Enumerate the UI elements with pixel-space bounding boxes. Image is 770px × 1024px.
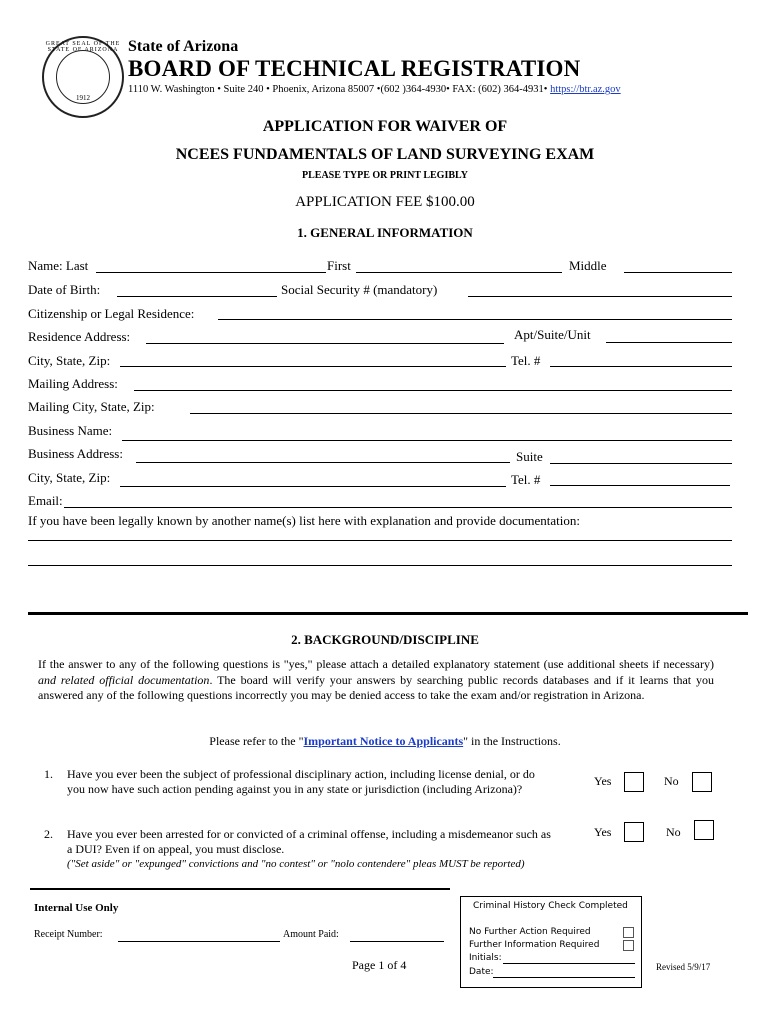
revised-date: Revised 5/9/17: [656, 962, 711, 972]
print-instruction: PLEASE TYPE OR PRINT LEGIBLY: [302, 170, 468, 181]
dob-field[interactable]: [117, 296, 277, 297]
seal-ring-text: GREAT SEAL OF THE STATE OF ARIZONA: [45, 41, 121, 53]
business-city-label: City, State, Zip:: [28, 470, 111, 485]
question-1-yes-label: Yes: [594, 774, 612, 788]
tel-field[interactable]: [550, 366, 732, 367]
business-tel-label: Tel. #: [511, 472, 541, 487]
further-info-label: Further Information Required: [469, 940, 600, 950]
question-2-no-label: No: [666, 825, 681, 839]
question-2-note: ("Set aside" or "expunged" convictions and "no contest" or "nolo contendere" pleas MUST be reported): [67, 858, 525, 870]
intro-part-b: and related official documentation: [38, 672, 210, 687]
form-title-line2: NCEES FUNDAMENTALS OF LAND SURVEYING EXAM: [175, 146, 595, 163]
ssn-field[interactable]: [468, 296, 732, 297]
no-further-checkbox[interactable]: [623, 927, 634, 938]
notice-pre: Please refer to the ": [209, 734, 304, 748]
dob-label: Date of Birth:: [28, 282, 101, 297]
last-name-label: Name: Last: [28, 258, 89, 273]
question-1-no-checkbox[interactable]: [692, 772, 712, 792]
question-2-yes-checkbox[interactable]: [624, 822, 644, 842]
seal-year: 1912: [76, 94, 90, 102]
other-names-line-1[interactable]: [28, 540, 732, 541]
state-name: State of Arizona: [128, 38, 239, 55]
amount-paid-label: Amount Paid:: [283, 929, 339, 940]
mailing-city-label: Mailing City, State, Zip:: [28, 399, 155, 414]
board-address: [128, 84, 621, 95]
business-name-label: Business Name:: [28, 423, 113, 438]
form-title-line1: APPLICATION FOR WAIVER OF: [262, 118, 508, 135]
date-field[interactable]: [493, 977, 635, 978]
section1-heading: 1. GENERAL INFORMATION: [297, 225, 473, 240]
last-name-field[interactable]: [96, 272, 326, 273]
question-2-number: 2.: [44, 827, 53, 841]
residence-address-field[interactable]: [146, 343, 504, 344]
email-field[interactable]: [64, 507, 732, 508]
criminal-history-box: [460, 896, 642, 988]
initials-label: Initials:: [469, 953, 502, 963]
first-name-field[interactable]: [356, 272, 562, 273]
section-divider: [28, 612, 748, 615]
date-label: Date:: [469, 967, 494, 977]
mailing-address-label: Mailing Address:: [28, 376, 118, 391]
intro-part-a: If the answer to any of the following questions is "yes," please attach a detailed explanatory statement (use additional sheets if necessary): [38, 657, 714, 671]
question-2-yes-label: Yes: [594, 825, 612, 839]
footer-divider: [30, 888, 450, 890]
citizenship-field[interactable]: [218, 319, 732, 320]
citizenship-label: Citizenship or Legal Residence:: [28, 306, 195, 321]
board-name: BOARD OF TECHNICAL REGISTRATION: [128, 56, 581, 81]
middle-name-label: Middle: [569, 258, 607, 273]
question-1-number: 1.: [44, 767, 53, 781]
address-text: 1110 W. Washington • Suite 240 • Phoenix, Arizona 85007 •(602 )364-4930• FAX: (602) 364-4931•: [128, 84, 548, 95]
website-link[interactable]: https://btr.az.gov: [550, 84, 621, 95]
middle-name-field[interactable]: [624, 272, 732, 273]
important-notice: [0, 734, 770, 749]
business-name-field[interactable]: [122, 440, 732, 441]
apt-field[interactable]: [606, 342, 732, 343]
suite-label: Suite: [516, 449, 543, 464]
other-names-line-2[interactable]: [28, 565, 732, 566]
apt-label: Apt/Suite/Unit: [514, 327, 591, 342]
receipt-number-label: Receipt Number:: [34, 929, 103, 940]
important-notice-link[interactable]: Important Notice to Applicants: [303, 734, 464, 748]
other-names-label: If you have been legally known by another name(s) list here with explanation and provide documentation:: [28, 513, 580, 528]
internal-use-label: Internal Use Only: [34, 902, 119, 914]
suite-field[interactable]: [550, 463, 732, 464]
background-intro: [38, 657, 714, 704]
no-further-label: No Further Action Required: [469, 927, 591, 937]
question-1-yes-checkbox[interactable]: [624, 772, 644, 792]
amount-paid-field[interactable]: [350, 941, 444, 942]
intro-part-c: . The board will verify your answers by searching public records databases and if it learns that you answered any of the following questions incorrectly you may be denied access to take the exam and/or registration in Arizona.: [38, 672, 714, 702]
page-number: Page 1 of 4: [352, 958, 407, 972]
mailing-address-field[interactable]: [134, 390, 732, 391]
question-1-no-label: No: [664, 774, 679, 788]
tel-label: Tel. #: [511, 353, 541, 368]
city-state-zip-label: City, State, Zip:: [28, 353, 111, 368]
criminal-box-title: Criminal History Check Completed: [473, 901, 628, 911]
question-2-text: Have you ever been arrested for or convicted of a criminal offense, including a misdemeanor such as a DUI? Even if on appeal, you must disclose.: [67, 827, 551, 856]
further-info-checkbox[interactable]: [623, 940, 634, 951]
receipt-number-field[interactable]: [118, 941, 280, 942]
business-city-field[interactable]: [120, 486, 506, 487]
question-2-no-checkbox[interactable]: [694, 820, 714, 840]
city-state-zip-field[interactable]: [120, 366, 506, 367]
first-name-label: First: [327, 258, 351, 273]
question-1-text: Have you ever been the subject of professional disciplinary action, including license denial, or do you now have such action pending against you in any state or jurisdiction (including Arizona)?: [67, 767, 535, 796]
application-fee: APPLICATION FEE $100.00: [295, 194, 475, 210]
arizona-state-seal: [42, 36, 124, 118]
business-address-field[interactable]: [136, 462, 510, 463]
residence-address-label: Residence Address:: [28, 329, 131, 344]
notice-post: " in the Instructions.: [463, 734, 561, 748]
ssn-label: Social Security # (mandatory): [281, 282, 438, 297]
mailing-city-field[interactable]: [190, 413, 732, 414]
initials-field[interactable]: [503, 963, 635, 964]
business-tel-field[interactable]: [550, 485, 730, 486]
business-address-label: Business Address:: [28, 446, 123, 461]
email-label: Email:: [28, 493, 63, 508]
section2-heading: 2. BACKGROUND/DISCIPLINE: [291, 632, 479, 647]
